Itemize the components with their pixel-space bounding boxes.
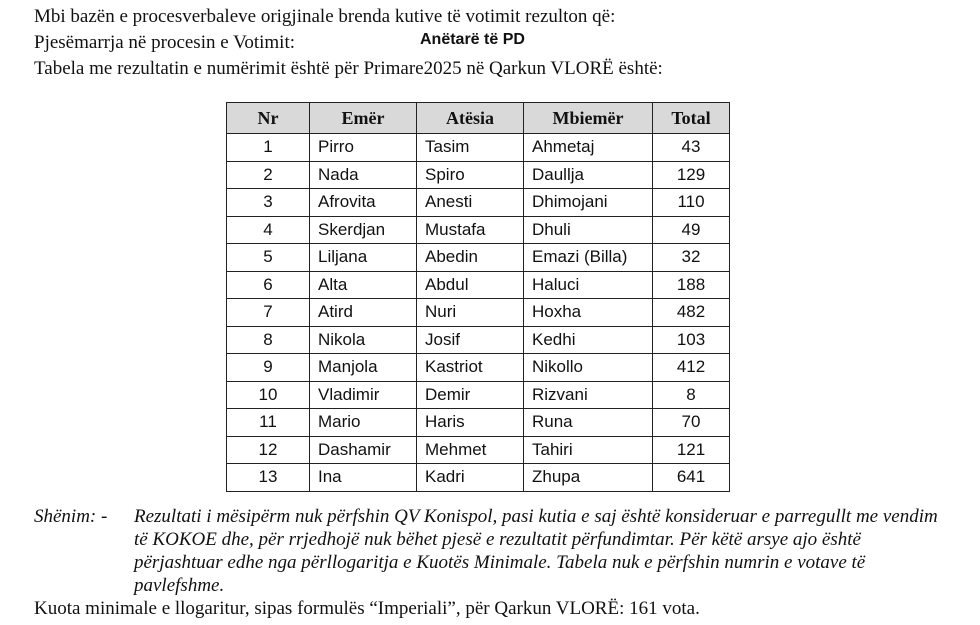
cell-nr: 3	[227, 189, 310, 217]
cell-mbiemer: Dhimojani	[524, 189, 653, 217]
cell-nr: 8	[227, 326, 310, 354]
cell-total: 103	[653, 326, 730, 354]
cell-atesia: Kastriot	[417, 354, 524, 382]
cell-emer: Liljana	[310, 244, 417, 272]
note-label: Shënim: -	[34, 506, 108, 527]
cell-mbiemer: Rizvani	[524, 381, 653, 409]
header-mbiemer: Mbiemër	[524, 103, 653, 134]
table-row	[227, 326, 730, 354]
cell-total: 70	[653, 409, 730, 437]
cell-nr: 10	[227, 381, 310, 409]
table-row	[227, 189, 730, 217]
table-row	[227, 409, 730, 437]
cell-nr: 11	[227, 409, 310, 437]
cell-atesia: Abdul	[417, 271, 524, 299]
cell-nr: 6	[227, 271, 310, 299]
table-row	[227, 134, 730, 162]
cell-emer: Alta	[310, 271, 417, 299]
cell-total: 43	[653, 134, 730, 162]
cell-emer: Nada	[310, 161, 417, 189]
cell-total: 110	[653, 189, 730, 217]
cell-nr: 7	[227, 299, 310, 327]
cell-total: 8	[653, 381, 730, 409]
intro-line-3: Tabela me rezultatin e numërimit është për Primare2025 në Qarkun VLORË është:	[34, 58, 663, 79]
cell-total: 482	[653, 299, 730, 327]
cell-nr: 9	[227, 354, 310, 382]
cell-nr: 2	[227, 161, 310, 189]
cell-nr: 12	[227, 436, 310, 464]
minimum-quota: Kuota minimale e llogaritur, sipas formulës “Imperiali”, për Qarkun VLORË: 161 vota.	[34, 598, 700, 619]
cell-atesia: Tasim	[417, 134, 524, 162]
table-row	[227, 271, 730, 299]
participation-value: Anëtarë të PD	[420, 31, 525, 48]
cell-emer: Nikola	[310, 326, 417, 354]
cell-atesia: Mustafa	[417, 216, 524, 244]
cell-mbiemer: Runa	[524, 409, 653, 437]
cell-atesia: Kadri	[417, 464, 524, 492]
cell-total: 32	[653, 244, 730, 272]
cell-emer: Pirro	[310, 134, 417, 162]
table-body	[227, 134, 730, 492]
cell-mbiemer: Haluci	[524, 271, 653, 299]
header-nr: Nr	[227, 103, 310, 134]
cell-emer: Atird	[310, 299, 417, 327]
cell-total: 129	[653, 161, 730, 189]
table-row	[227, 436, 730, 464]
cell-total: 49	[653, 216, 730, 244]
cell-emer: Vladimir	[310, 381, 417, 409]
header-total: Total	[653, 103, 730, 134]
header-atesia: Atësia	[417, 103, 524, 134]
cell-mbiemer: Daullja	[524, 161, 653, 189]
table-row	[227, 464, 730, 492]
table-row	[227, 381, 730, 409]
cell-nr: 13	[227, 464, 310, 492]
cell-total: 412	[653, 354, 730, 382]
cell-mbiemer: Ahmetaj	[524, 134, 653, 162]
cell-emer: Manjola	[310, 354, 417, 382]
cell-atesia: Haris	[417, 409, 524, 437]
cell-mbiemer: Emazi (Billa)	[524, 244, 653, 272]
cell-mbiemer: Tahiri	[524, 436, 653, 464]
cell-total: 121	[653, 436, 730, 464]
cell-nr: 1	[227, 134, 310, 162]
cell-mbiemer: Zhupa	[524, 464, 653, 492]
cell-atesia: Abedin	[417, 244, 524, 272]
cell-atesia: Demir	[417, 381, 524, 409]
table-row	[227, 216, 730, 244]
table-row	[227, 354, 730, 382]
cell-emer: Skerdjan	[310, 216, 417, 244]
table-header-row	[227, 103, 730, 134]
note-text: Rezultati i mësipërm nuk përfshin QV Konispol, pasi kutia e saj është konsideruar e parregullt me vendim të KOKOE dhe, për rrjedhojë nuk bëhet pjesë e rezultatit përfundimtar. Për këtë arsye ajo është përjashtuar edhe nga përllogaritja e Kuotës Minimale. Tabela nuk e përfshin numrin e votave të pavlefshme.	[134, 506, 938, 596]
cell-emer: Ina	[310, 464, 417, 492]
intro-line-1: Mbi bazën e procesverbaleve origjinale brenda kutive të votimit rezulton që:	[34, 6, 616, 27]
cell-emer: Afrovita	[310, 189, 417, 217]
results-table	[226, 102, 730, 492]
table-row	[227, 299, 730, 327]
cell-atesia: Nuri	[417, 299, 524, 327]
table-row	[227, 244, 730, 272]
cell-mbiemer: Nikollo	[524, 354, 653, 382]
cell-nr: 4	[227, 216, 310, 244]
cell-atesia: Spiro	[417, 161, 524, 189]
cell-total: 641	[653, 464, 730, 492]
cell-atesia: Anesti	[417, 189, 524, 217]
cell-emer: Mario	[310, 409, 417, 437]
cell-atesia: Mehmet	[417, 436, 524, 464]
intro-line-2: Pjesëmarrja në procesin e Votimit:	[34, 32, 296, 53]
cell-mbiemer: Hoxha	[524, 299, 653, 327]
header-emer: Emër	[310, 103, 417, 134]
cell-emer: Dashamir	[310, 436, 417, 464]
cell-mbiemer: Kedhi	[524, 326, 653, 354]
table-row	[227, 161, 730, 189]
cell-atesia: Josif	[417, 326, 524, 354]
cell-nr: 5	[227, 244, 310, 272]
cell-mbiemer: Dhuli	[524, 216, 653, 244]
cell-total: 188	[653, 271, 730, 299]
